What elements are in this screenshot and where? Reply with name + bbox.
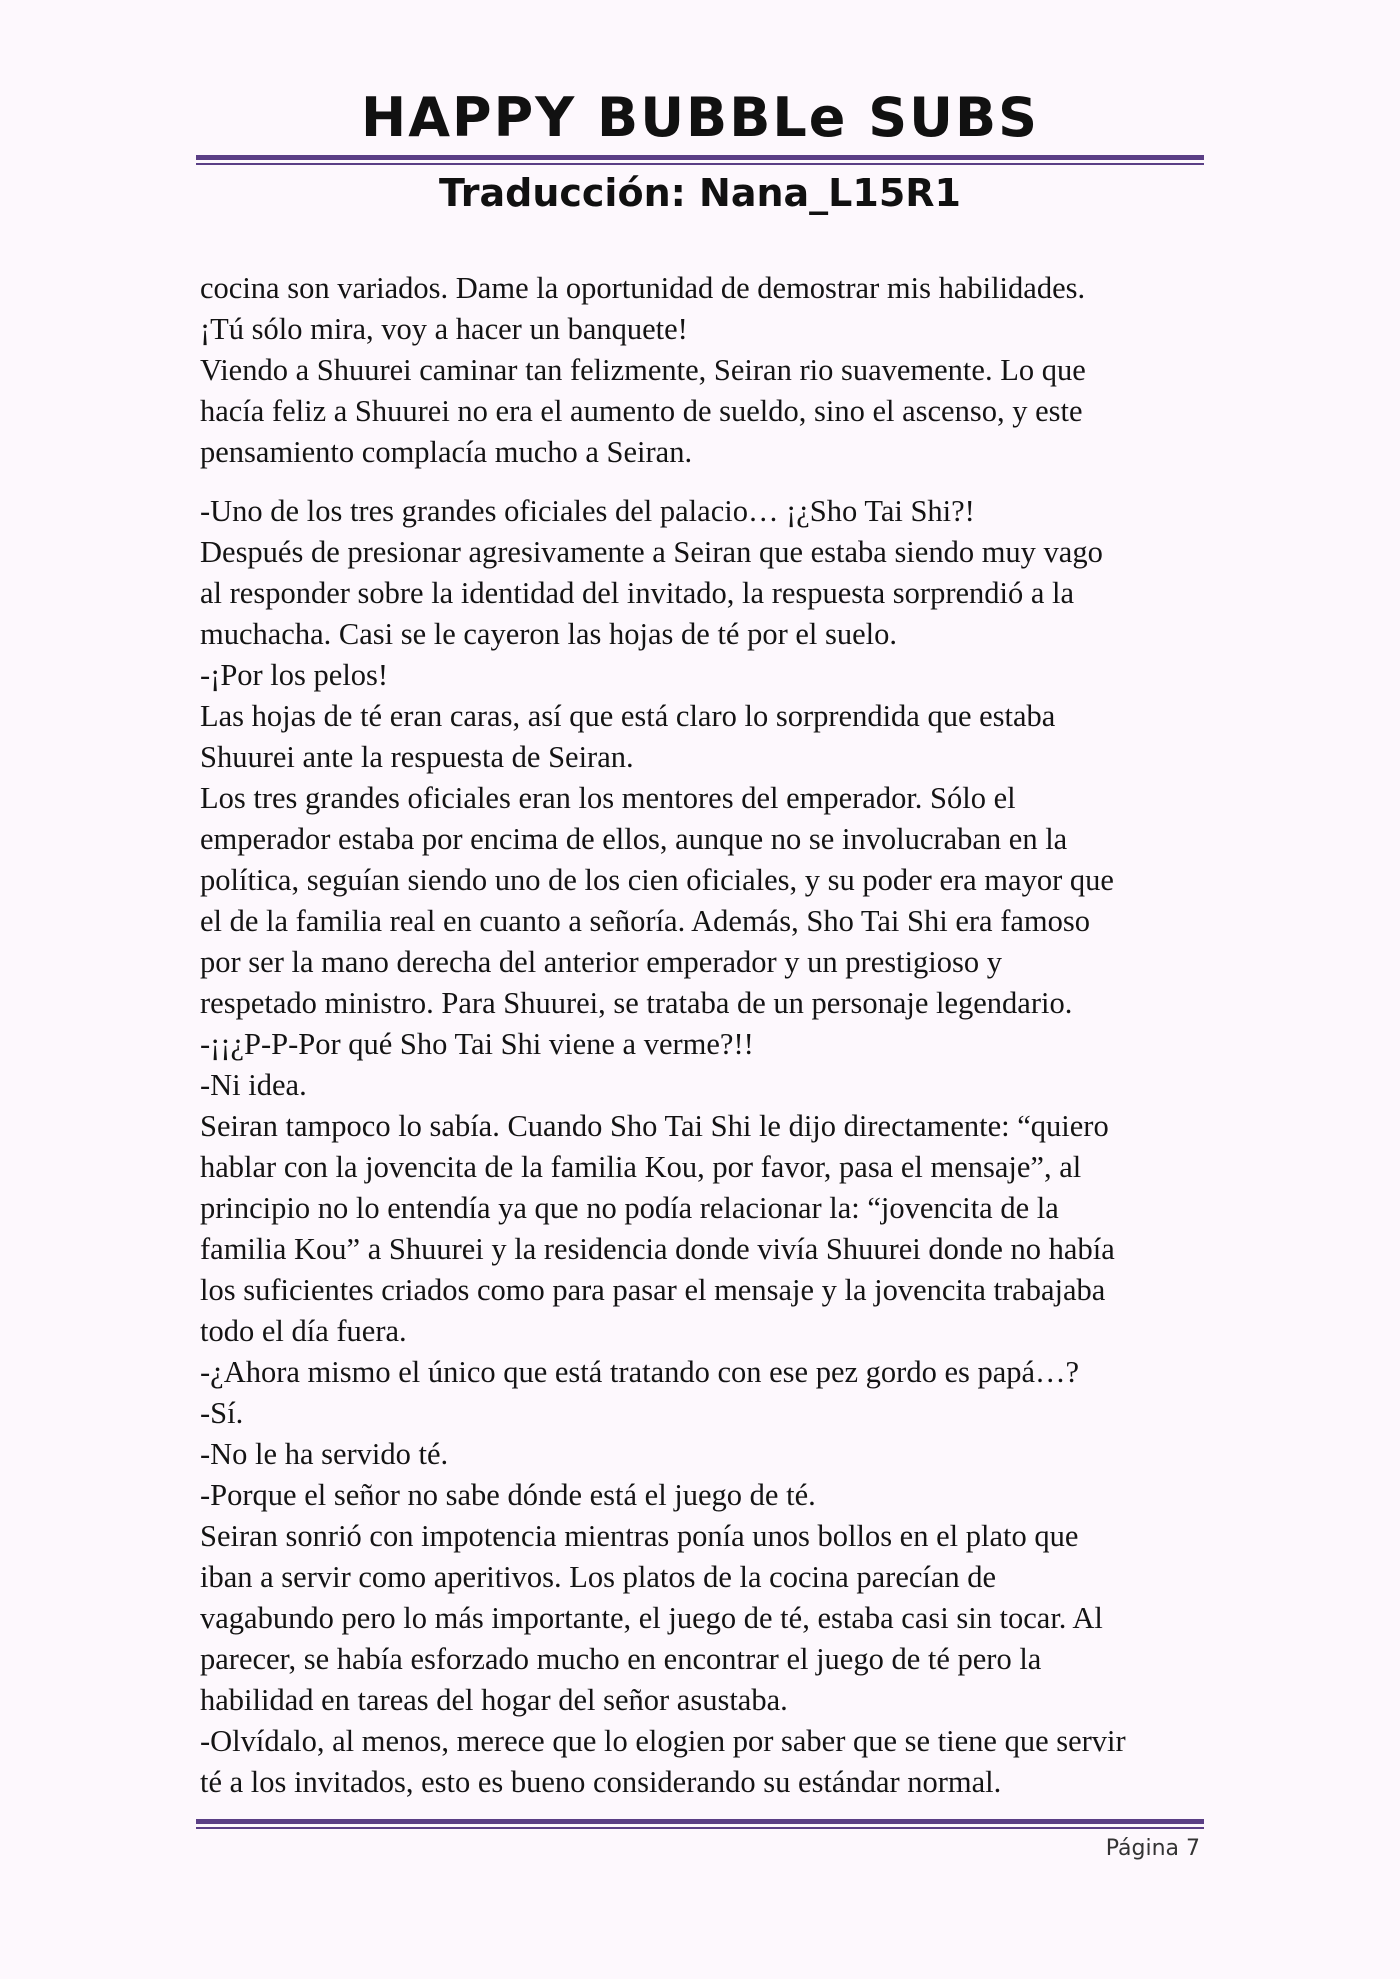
text-line: vagabundo pero lo más importante, el juego de té, estaba casi sin tocar. Al <box>200 1601 1103 1635</box>
text-line: habilidad en tareas del hogar del señor asustaba. <box>200 1683 788 1717</box>
text-line: -No le ha servido té. <box>200 1437 449 1471</box>
text-line: pensamiento complacía mucho a Seiran. <box>200 435 693 469</box>
page-number: Página 7 <box>1105 1836 1200 1861</box>
text-line: iban a servir como aperitivos. Los platos de la cocina parecían de <box>200 1560 997 1594</box>
text-line: los suficientes criados como para pasar el mensaje y la jovencita trabajaba <box>200 1273 1106 1307</box>
text-line: -¡¡¿P-P-Por qué Sho Tai Shi viene a verme?!! <box>200 1027 754 1061</box>
text-line: todo el día fuera. <box>200 1314 407 1348</box>
text-line: Los tres grandes oficiales eran los mentores del emperador. Sólo el <box>200 781 1016 815</box>
header-title: HAPPY BUBBLe SUBS <box>361 86 1039 149</box>
text-line: por ser la mano derecha del anterior emperador y un prestigioso y <box>200 945 1003 979</box>
text-line: el de la familia real en cuanto a señoría. Además, Sho Tai Shi era famoso <box>200 904 1090 938</box>
text-line: -Ni idea. <box>200 1068 307 1102</box>
text-line: ¡Tú sólo mira, voy a hacer un banquete! <box>200 312 688 346</box>
text-line: política, seguían siendo uno de los cien oficiales, y su poder era mayor que <box>200 863 1114 897</box>
text-line: cocina son variados. Dame la oportunidad de demostrar mis habilidades. <box>200 271 1086 305</box>
text-line: hablar con la jovencita de la familia Kou, por favor, pasa el mensaje”, al <box>200 1150 1082 1184</box>
footer-divider <box>196 1819 1204 1829</box>
text-line: familia Kou” a Shuurei y la residencia donde vivía Shuurei donde no había <box>200 1232 1115 1266</box>
text-line: Viendo a Shuurei caminar tan felizmente, Seiran rio suavemente. Lo que <box>200 353 1086 387</box>
body-text <box>200 268 1210 1803</box>
text-line: -Olvídalo, al menos, merece que lo elogien por saber que se tiene que servir <box>200 1724 1126 1758</box>
text-line: principio no lo entendía ya que no podía relacionar la: “jovencita de la <box>200 1191 1059 1225</box>
header-subtitle: Traducción: Nana_L15R1 <box>439 171 961 215</box>
text-line: -¿Ahora mismo el único que está tratando con ese pez gordo es papá…? <box>200 1355 1080 1389</box>
text-line: -Sí. <box>200 1396 244 1430</box>
text-line: parecer, se había esforzado mucho en encontrar el juego de té pero la <box>200 1642 1042 1676</box>
text-line: -¡Por los pelos! <box>200 658 389 692</box>
text-line: -Uno de los tres grandes oficiales del palacio… ¡¿Sho Tai Shi?! <box>200 494 975 528</box>
text-line: Seiran tampoco lo sabía. Cuando Sho Tai Shi le dijo directamente: “quiero <box>200 1109 1109 1143</box>
page-header <box>196 78 1204 158</box>
text-line: Las hojas de té eran caras, así que está claro lo sorprendida que estaba <box>200 699 1056 733</box>
text-line: Después de presionar agresivamente a Seiran que estaba siendo muy vago <box>200 535 1103 569</box>
text-line: Shuurei ante la respuesta de Seiran. <box>200 740 634 774</box>
text-line: hacía feliz a Shuurei no era el aumento de sueldo, sino el ascenso, y este <box>200 394 1083 428</box>
text-line: al responder sobre la identidad del invitado, la respuesta sorprendió a la <box>200 576 1075 610</box>
header-divider <box>196 155 1204 165</box>
text-line: emperador estaba por encima de ellos, aunque no se involucraban en la <box>200 822 1068 856</box>
text-line: -Porque el señor no sabe dónde está el juego de té. <box>200 1478 816 1512</box>
text-line: Seiran sonrió con impotencia mientras ponía unos bollos en el plato que <box>200 1519 1079 1553</box>
text-line: respetado ministro. Para Shuurei, se trataba de un personaje legendario. <box>200 986 1073 1020</box>
text-line: muchacha. Casi se le cayeron las hojas de té por el suelo. <box>200 617 898 651</box>
text-line: té a los invitados, esto es bueno considerando su estándar normal. <box>200 1765 1002 1799</box>
